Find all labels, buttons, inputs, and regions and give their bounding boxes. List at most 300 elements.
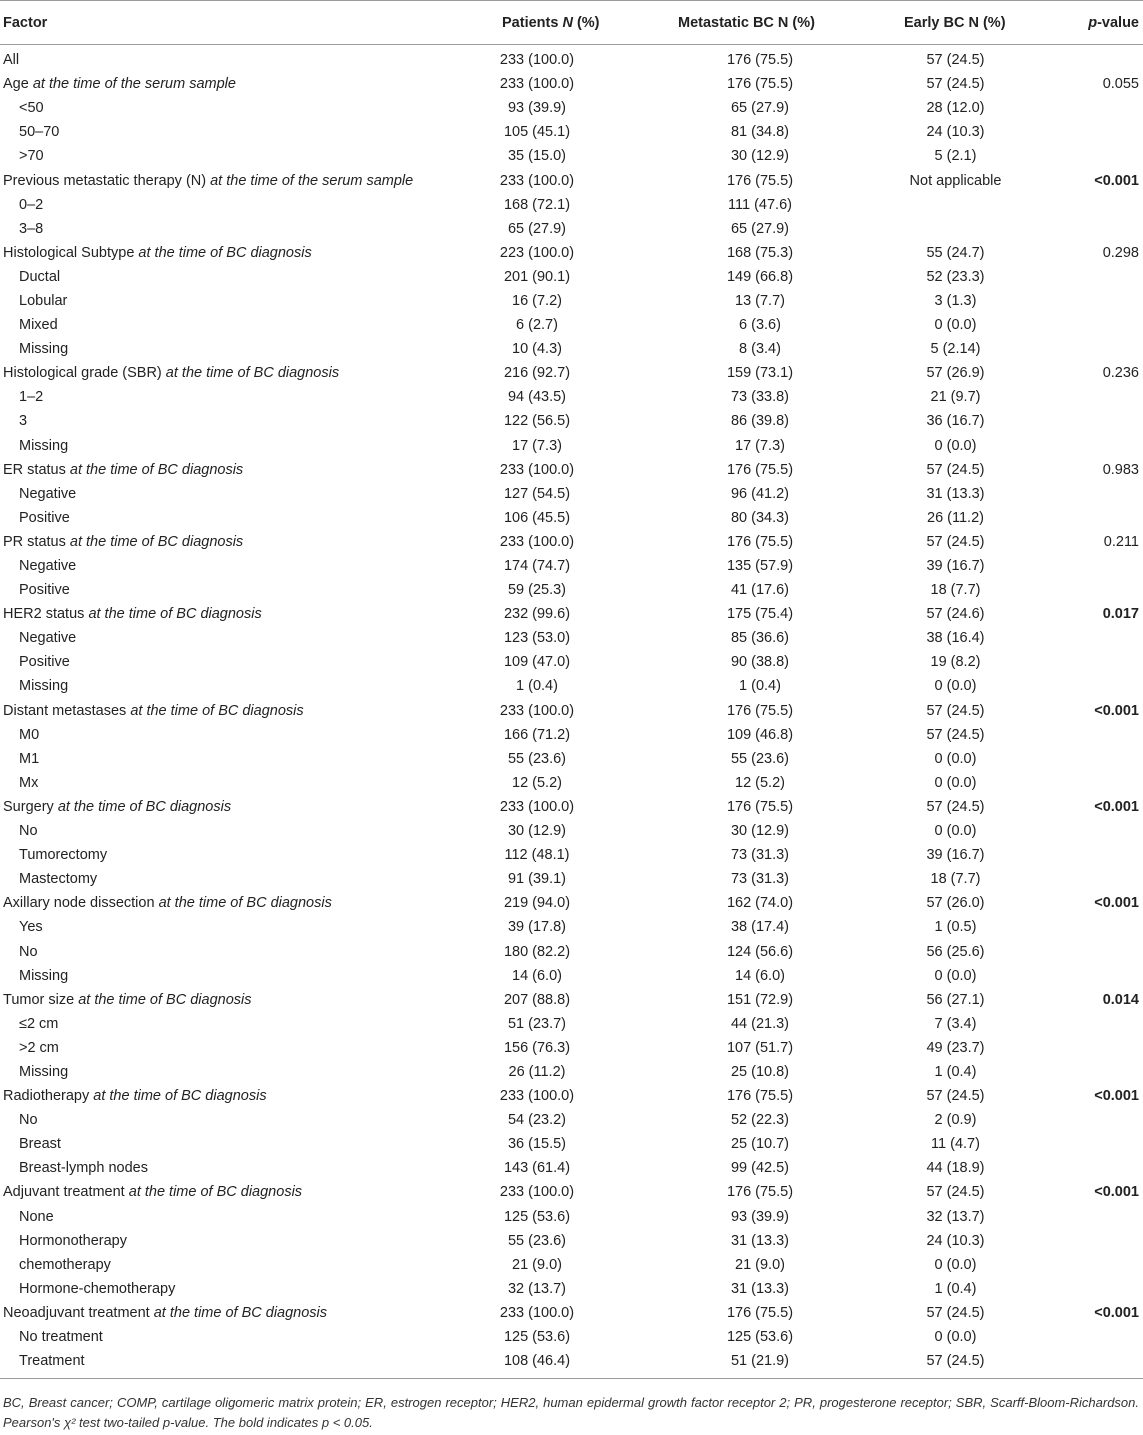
cell-pvalue bbox=[1045, 1253, 1143, 1277]
cell-early: 5 (2.14) bbox=[930, 341, 981, 358]
cell-pvalue bbox=[1045, 217, 1143, 241]
cell-metastatic: 86 (39.8) bbox=[730, 413, 790, 430]
table-row bbox=[0, 1277, 1143, 1301]
factor-qualifier: at the time of the serum sample bbox=[32, 76, 236, 93]
cell-metastatic: 17 (7.3) bbox=[735, 437, 785, 454]
cell-early: 57 (24.6) bbox=[926, 606, 985, 623]
cell-metastatic: 80 (34.3) bbox=[730, 509, 790, 526]
cell-patients: 180 (82.2) bbox=[503, 943, 571, 960]
cell-metastatic: 111 (47.6) bbox=[728, 196, 792, 213]
cell-pvalue bbox=[1045, 650, 1143, 674]
cell-pvalue bbox=[1045, 265, 1143, 289]
cell-patients: 16 (7.2) bbox=[512, 292, 562, 309]
cell-early: 39 (16.7) bbox=[926, 558, 985, 575]
cell-pvalue bbox=[1045, 45, 1143, 73]
cell-pvalue bbox=[1045, 867, 1143, 891]
table-row bbox=[0, 506, 1143, 530]
factor-label: >2 cm bbox=[19, 1039, 59, 1056]
table-row bbox=[0, 1253, 1143, 1277]
cell-metastatic: 176 (75.5) bbox=[726, 1184, 794, 1201]
cell-factor bbox=[0, 506, 420, 530]
cell-early: 55 (24.7) bbox=[926, 244, 985, 261]
cell-pvalue bbox=[1045, 482, 1143, 506]
factor-label: M0 bbox=[19, 726, 40, 743]
cell-factor bbox=[0, 241, 420, 265]
cell-pvalue: <0.001 bbox=[1094, 702, 1139, 719]
table-footnote: BC, Breast cancer; COMP, cartilage oligomeric matrix protein; ER, estrogen receptor; HER2, human epidermal growth factor receptor 2; PR, progesterone receptor; SBR, Scarff-Bloom-Richardson. Pearson's χ² test two-tailed p-value. The bold indicates p < 0.05. bbox=[3, 1395, 1139, 1430]
table-row bbox=[0, 626, 1143, 650]
factor-label: Previous metastatic therapy (N) bbox=[3, 172, 207, 189]
cell-pvalue: 0.017 bbox=[1102, 606, 1139, 623]
cell-factor bbox=[0, 1205, 420, 1229]
factor-label: Histological Subtype bbox=[3, 244, 135, 261]
factor-label: Tumorectomy bbox=[19, 847, 108, 864]
factor-label: Breast bbox=[19, 1136, 61, 1153]
cell-pvalue bbox=[1045, 723, 1143, 747]
factor-label: No bbox=[19, 1112, 38, 1129]
cell-metastatic: 124 (56.6) bbox=[726, 943, 794, 960]
cell-factor bbox=[0, 193, 420, 217]
cell-early: 39 (16.7) bbox=[926, 847, 985, 864]
cell-patients: 6 (2.7) bbox=[516, 317, 558, 334]
cell-factor bbox=[0, 1349, 420, 1379]
cell-metastatic: 176 (75.5) bbox=[726, 1304, 794, 1321]
cell-early: 52 (23.3) bbox=[926, 268, 985, 285]
cell-factor bbox=[0, 289, 420, 313]
cell-metastatic: 55 (23.6) bbox=[730, 750, 790, 767]
cell-early: 0 (0.0) bbox=[934, 823, 977, 840]
factor-label: No bbox=[19, 943, 38, 960]
cell-pvalue bbox=[1045, 747, 1143, 771]
cell-pvalue: 0.211 bbox=[1103, 533, 1139, 550]
table-row bbox=[0, 747, 1143, 771]
cell-factor bbox=[0, 964, 420, 988]
cell-patients: 12 (5.2) bbox=[512, 774, 562, 791]
cell-pvalue bbox=[1045, 506, 1143, 530]
factor-qualifier: at the time of BC diagnosis bbox=[138, 244, 312, 261]
header-metastatic: Metastatic BC N (%) bbox=[654, 1, 866, 45]
cell-early: 3 (1.3) bbox=[934, 292, 977, 309]
cell-factor bbox=[0, 217, 420, 241]
cell-early: 5 (2.1) bbox=[934, 148, 977, 165]
cell-pvalue bbox=[1045, 434, 1143, 458]
header-factor: Factor bbox=[0, 1, 420, 45]
cell-pvalue bbox=[1045, 964, 1143, 988]
cell-pvalue bbox=[1045, 843, 1143, 867]
cell-patients: 36 (15.5) bbox=[507, 1136, 567, 1153]
cell-early: 18 (7.7) bbox=[930, 871, 981, 888]
cell-pvalue: 0.014 bbox=[1102, 991, 1139, 1008]
cell-patients: 109 (47.0) bbox=[503, 654, 571, 671]
cell-factor bbox=[0, 1132, 420, 1156]
cell-pvalue bbox=[1045, 1108, 1143, 1132]
cell-factor bbox=[0, 819, 420, 843]
cell-factor bbox=[0, 626, 420, 650]
cell-early: 1 (0.4) bbox=[934, 1063, 977, 1080]
cell-early: 2 (0.9) bbox=[934, 1112, 977, 1129]
cell-early bbox=[866, 193, 1045, 217]
factor-label: <50 bbox=[19, 100, 44, 117]
factor-label: Age bbox=[3, 76, 29, 93]
cell-early: 0 (0.0) bbox=[934, 967, 977, 984]
cell-metastatic: 109 (46.8) bbox=[726, 726, 794, 743]
cell-metastatic: 107 (51.7) bbox=[726, 1039, 794, 1056]
cell-early: 56 (25.6) bbox=[926, 943, 985, 960]
cell-metastatic: 176 (75.5) bbox=[726, 798, 794, 815]
cell-pvalue bbox=[1045, 1060, 1143, 1084]
factor-label: Missing bbox=[19, 967, 69, 984]
factor-label: Mastectomy bbox=[19, 871, 98, 888]
table-row bbox=[0, 578, 1143, 602]
cell-patients: 55 (23.6) bbox=[507, 750, 567, 767]
factor-label: Missing bbox=[19, 437, 69, 454]
cell-metastatic: 30 (12.9) bbox=[730, 823, 790, 840]
cell-factor bbox=[0, 337, 420, 361]
cell-factor bbox=[0, 144, 420, 168]
factor-label: Missing bbox=[19, 678, 69, 695]
cell-pvalue bbox=[1045, 337, 1143, 361]
cell-early: 18 (7.7) bbox=[930, 582, 981, 599]
factor-label: All bbox=[3, 52, 20, 69]
factor-label: Neoadjuvant treatment bbox=[3, 1304, 150, 1321]
cell-patients: 174 (74.7) bbox=[503, 558, 571, 575]
factor-label: 0–2 bbox=[19, 196, 44, 213]
cell-factor bbox=[0, 1156, 420, 1180]
cell-early: 0 (0.0) bbox=[934, 678, 977, 695]
cell-pvalue bbox=[1045, 1325, 1143, 1349]
cell-patients: 14 (6.0) bbox=[512, 967, 562, 984]
table-row bbox=[0, 1012, 1143, 1036]
cell-patients: 223 (100.0) bbox=[499, 244, 575, 261]
cell-early: 57 (24.5) bbox=[866, 1349, 1045, 1379]
cell-early: 28 (12.0) bbox=[926, 100, 985, 117]
cell-early: 57 (24.5) bbox=[926, 1184, 985, 1201]
factor-label: Lobular bbox=[19, 292, 68, 309]
factor-label: ≤2 cm bbox=[19, 1015, 59, 1032]
cell-factor bbox=[0, 843, 420, 867]
table-row bbox=[0, 45, 1143, 73]
cell-early: 38 (16.4) bbox=[926, 630, 985, 647]
cell-pvalue: 0.055 bbox=[1102, 76, 1139, 93]
cell-factor bbox=[0, 699, 420, 723]
cell-early: 57 (24.5) bbox=[926, 533, 985, 550]
table-row bbox=[0, 915, 1143, 939]
table-header bbox=[0, 1, 1143, 45]
table-row bbox=[0, 1325, 1143, 1349]
cell-early: 57 (24.5) bbox=[926, 1304, 985, 1321]
cell-metastatic: 65 (27.9) bbox=[730, 100, 790, 117]
cell-metastatic: 31 (13.3) bbox=[730, 1232, 790, 1249]
table-row bbox=[0, 699, 1143, 723]
cell-factor bbox=[0, 72, 420, 96]
cell-patients: 207 (88.8) bbox=[503, 991, 571, 1008]
cell-metastatic: 168 (75.3) bbox=[726, 244, 794, 261]
table-row bbox=[0, 72, 1143, 96]
cell-early: 57 (24.5) bbox=[926, 702, 985, 719]
table-row bbox=[0, 1180, 1143, 1204]
cell-patients: 21 (9.0) bbox=[512, 1256, 562, 1273]
cell-patients: 233 (100.0) bbox=[499, 52, 575, 69]
cell-patients: 233 (100.0) bbox=[499, 702, 575, 719]
cell-factor bbox=[0, 1180, 420, 1204]
factor-label: Ductal bbox=[19, 268, 61, 285]
cell-factor bbox=[0, 723, 420, 747]
cell-early: 1 (0.4) bbox=[934, 1280, 977, 1297]
factor-label: Positive bbox=[19, 509, 70, 526]
table-row bbox=[0, 217, 1143, 241]
cell-pvalue: <0.001 bbox=[1094, 798, 1139, 815]
cell-patients: 1 (0.4) bbox=[516, 678, 558, 695]
cell-patients: 232 (99.6) bbox=[503, 606, 571, 623]
cell-pvalue bbox=[1045, 915, 1143, 939]
cell-early: 1 (0.5) bbox=[934, 919, 977, 936]
cell-patients: 10 (4.3) bbox=[512, 341, 562, 358]
cell-patients: 233 (100.0) bbox=[499, 533, 575, 550]
table-row bbox=[0, 530, 1143, 554]
cell-patients: 127 (54.5) bbox=[503, 485, 571, 502]
cell-patients: 233 (100.0) bbox=[499, 1088, 575, 1105]
factor-label: 3–8 bbox=[19, 220, 44, 237]
cell-pvalue bbox=[1045, 144, 1143, 168]
cell-factor bbox=[0, 602, 420, 626]
cell-patients: 123 (53.0) bbox=[503, 630, 571, 647]
factor-label: Hormonotherapy bbox=[19, 1232, 127, 1249]
cell-metastatic: 38 (17.4) bbox=[730, 919, 790, 936]
cell-metastatic: 81 (34.8) bbox=[730, 124, 790, 141]
cell-factor bbox=[0, 1036, 420, 1060]
factor-label: Positive bbox=[19, 582, 70, 599]
factor-label: Tumor size bbox=[3, 991, 75, 1008]
cell-metastatic: 65 (27.9) bbox=[730, 220, 790, 237]
table-row bbox=[0, 1132, 1143, 1156]
cell-metastatic: 151 (72.9) bbox=[726, 991, 794, 1008]
cell-patients: 166 (71.2) bbox=[503, 726, 571, 743]
cell-factor bbox=[0, 168, 420, 192]
cell-patients: 65 (27.9) bbox=[507, 220, 567, 237]
factor-label: Adjuvant treatment bbox=[3, 1184, 125, 1201]
cell-pvalue bbox=[1045, 120, 1143, 144]
cell-pvalue bbox=[1045, 939, 1143, 963]
cell-metastatic: 93 (39.9) bbox=[730, 1208, 790, 1225]
table-row bbox=[0, 168, 1143, 192]
factor-label: Mixed bbox=[19, 317, 58, 334]
table-row bbox=[0, 795, 1143, 819]
cell-metastatic: 51 (21.9) bbox=[654, 1349, 866, 1379]
factor-label: None bbox=[19, 1208, 54, 1225]
cell-patients: 216 (92.7) bbox=[503, 365, 571, 382]
factor-label: No bbox=[19, 823, 38, 840]
cell-patients: 156 (76.3) bbox=[503, 1039, 571, 1056]
cell-factor bbox=[0, 1108, 420, 1132]
cell-patients: 55 (23.6) bbox=[507, 1232, 567, 1249]
table-row bbox=[0, 1156, 1143, 1180]
table-row bbox=[0, 409, 1143, 433]
factor-qualifier: at the time of BC diagnosis bbox=[57, 798, 232, 815]
cell-factor bbox=[0, 458, 420, 482]
factor-label: Histological grade (SBR) bbox=[3, 365, 162, 382]
factor-label: PR status bbox=[3, 533, 66, 550]
table-row bbox=[0, 1108, 1143, 1132]
cell-pvalue bbox=[1045, 1229, 1143, 1253]
cell-factor bbox=[0, 1012, 420, 1036]
cell-factor bbox=[0, 554, 420, 578]
cell-patients: 108 (46.4) bbox=[420, 1349, 654, 1379]
table-row bbox=[0, 96, 1143, 120]
cell-early: 44 (18.9) bbox=[926, 1160, 985, 1177]
cell-early: 0 (0.0) bbox=[934, 317, 977, 334]
table-row bbox=[0, 867, 1143, 891]
cell-pvalue: <0.001 bbox=[1094, 172, 1139, 189]
table-body bbox=[0, 45, 1143, 1379]
cell-factor bbox=[0, 578, 420, 602]
cell-early: 57 (24.5) bbox=[926, 1088, 985, 1105]
factor-label: 3 bbox=[19, 413, 28, 430]
cell-factor bbox=[0, 1277, 420, 1301]
cell-metastatic: 21 (9.0) bbox=[735, 1256, 785, 1273]
cell-patients: 233 (100.0) bbox=[499, 798, 575, 815]
table-row bbox=[0, 843, 1143, 867]
factor-qualifier: at the time of BC diagnosis bbox=[153, 1304, 328, 1321]
cell-metastatic: 176 (75.5) bbox=[726, 52, 794, 69]
factor-label: Axillary node dissection bbox=[3, 895, 155, 912]
cell-pvalue bbox=[1045, 626, 1143, 650]
cell-metastatic: 6 (3.6) bbox=[739, 317, 781, 334]
cell-pvalue bbox=[1045, 193, 1143, 217]
cell-pvalue bbox=[1045, 1277, 1143, 1301]
cell-metastatic: 25 (10.7) bbox=[730, 1136, 790, 1153]
cell-early: 57 (24.5) bbox=[926, 798, 985, 815]
table-row bbox=[0, 602, 1143, 626]
factor-label: Yes bbox=[19, 919, 43, 936]
factor-qualifier: at the time of BC diagnosis bbox=[158, 895, 332, 912]
cell-pvalue bbox=[1045, 385, 1143, 409]
cell-early: 32 (13.7) bbox=[926, 1208, 985, 1225]
factor-label: Negative bbox=[19, 558, 77, 575]
cell-factor bbox=[0, 795, 420, 819]
cell-early: 57 (26.0) bbox=[926, 895, 985, 912]
cell-factor bbox=[0, 650, 420, 674]
table-row bbox=[0, 891, 1143, 915]
cell-pvalue: 0.983 bbox=[1102, 461, 1139, 478]
table-row bbox=[0, 313, 1143, 337]
cell-patients: 51 (23.7) bbox=[507, 1015, 567, 1032]
table-row bbox=[0, 120, 1143, 144]
cell-factor bbox=[0, 361, 420, 385]
cell-pvalue bbox=[1045, 1012, 1143, 1036]
factor-qualifier: at the time of BC diagnosis bbox=[69, 461, 244, 478]
factor-label: HER2 status bbox=[3, 606, 85, 623]
cell-patients: 94 (43.5) bbox=[507, 389, 567, 406]
cell-pvalue bbox=[1045, 96, 1143, 120]
cell-factor bbox=[0, 530, 420, 554]
table-row bbox=[0, 241, 1143, 265]
cell-early: 57 (24.5) bbox=[926, 76, 985, 93]
cell-early: 19 (8.2) bbox=[930, 654, 981, 671]
header-patients: Patients N (%) bbox=[420, 1, 654, 45]
cell-pvalue bbox=[1045, 554, 1143, 578]
cell-metastatic: 99 (42.5) bbox=[730, 1160, 790, 1177]
cell-pvalue bbox=[1045, 313, 1143, 337]
cell-patients: 125 (53.6) bbox=[503, 1208, 571, 1225]
cell-early: 57 (26.9) bbox=[926, 365, 985, 382]
cell-pvalue bbox=[1045, 289, 1143, 313]
factor-label: 50–70 bbox=[19, 124, 60, 141]
cell-metastatic: 162 (74.0) bbox=[726, 895, 794, 912]
cell-metastatic: 73 (31.3) bbox=[730, 871, 790, 888]
factor-label: chemotherapy bbox=[19, 1256, 111, 1273]
cell-metastatic: 176 (75.5) bbox=[726, 1088, 794, 1105]
cell-early: 0 (0.0) bbox=[934, 1256, 977, 1273]
cell-pvalue: <0.001 bbox=[1094, 895, 1139, 912]
cell-patients: 168 (72.1) bbox=[503, 196, 571, 213]
cell-metastatic: 8 (3.4) bbox=[739, 341, 781, 358]
cell-patients: 112 (48.1) bbox=[504, 847, 570, 864]
cell-patients: 17 (7.3) bbox=[512, 437, 562, 454]
cell-patients: 32 (13.7) bbox=[507, 1280, 567, 1297]
factor-qualifier: at the time of BC diagnosis bbox=[128, 1184, 303, 1201]
factor-qualifier: at the time of BC diagnosis bbox=[130, 702, 304, 719]
factor-label: Hormone-chemotherapy bbox=[19, 1280, 176, 1297]
cell-metastatic: 176 (75.5) bbox=[726, 172, 794, 189]
factor-label: Missing bbox=[19, 341, 69, 358]
cell-patients: 93 (39.9) bbox=[507, 100, 567, 117]
cell-pvalue bbox=[1045, 1132, 1143, 1156]
cell-factor bbox=[0, 385, 420, 409]
table-row bbox=[0, 1229, 1143, 1253]
table-row bbox=[0, 193, 1143, 217]
cell-patients: 35 (15.0) bbox=[507, 148, 567, 165]
cell-factor bbox=[0, 674, 420, 698]
cell-metastatic: 176 (75.5) bbox=[726, 461, 794, 478]
cell-factor bbox=[0, 45, 420, 73]
cell-early: 0 (0.0) bbox=[934, 437, 977, 454]
cell-metastatic: 25 (10.8) bbox=[730, 1063, 790, 1080]
cell-factor bbox=[0, 771, 420, 795]
cell-factor bbox=[0, 939, 420, 963]
factor-label: Radiotherapy bbox=[3, 1088, 90, 1105]
cell-early: 0 (0.0) bbox=[934, 750, 977, 767]
cell-factor bbox=[0, 1253, 420, 1277]
cell-pvalue: <0.001 bbox=[1094, 1304, 1139, 1321]
cell-factor bbox=[0, 482, 420, 506]
table-row bbox=[0, 361, 1143, 385]
cell-early: 57 (24.5) bbox=[926, 461, 985, 478]
cell-metastatic: 175 (75.4) bbox=[726, 606, 794, 623]
cell-patients: 30 (12.9) bbox=[507, 823, 567, 840]
cell-metastatic: 52 (22.3) bbox=[730, 1112, 790, 1129]
table-row bbox=[0, 723, 1143, 747]
table-row bbox=[0, 337, 1143, 361]
factor-qualifier: at the time of BC diagnosis bbox=[88, 606, 262, 623]
table-row bbox=[0, 1205, 1143, 1229]
cell-early: 26 (11.2) bbox=[927, 509, 984, 526]
factor-label: Missing bbox=[19, 1063, 69, 1080]
cell-factor bbox=[0, 434, 420, 458]
cell-metastatic: 73 (33.8) bbox=[730, 389, 790, 406]
factor-qualifier: at the time of BC diagnosis bbox=[69, 533, 244, 550]
cell-patients: 26 (11.2) bbox=[508, 1063, 566, 1080]
cell-patients: 54 (23.2) bbox=[507, 1112, 567, 1129]
cell-early: Not applicable bbox=[909, 172, 1002, 189]
cell-patients: 233 (100.0) bbox=[499, 76, 575, 93]
cell-early: 21 (9.7) bbox=[930, 389, 981, 406]
cell-factor bbox=[0, 747, 420, 771]
cell-early: 7 (3.4) bbox=[934, 1015, 977, 1032]
factor-label: Mx bbox=[19, 774, 39, 791]
factor-label: Treatment bbox=[19, 1353, 85, 1370]
header-row bbox=[0, 1, 1143, 45]
cell-pvalue: 0.298 bbox=[1102, 244, 1139, 261]
